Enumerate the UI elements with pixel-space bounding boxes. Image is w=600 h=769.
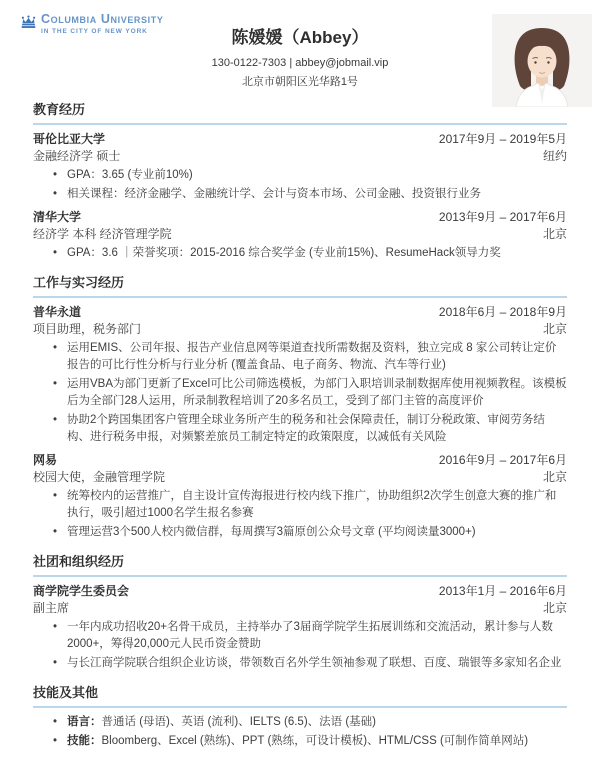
- section-title: 社团和组织经历: [33, 554, 567, 577]
- role-title: 经济学 本科 经济管理学院: [33, 227, 172, 241]
- location: 北京: [542, 601, 567, 615]
- date-range: 2017年9月 – 2019年5月: [438, 132, 567, 146]
- crown-icon: [20, 14, 37, 29]
- bullet-text: 统筹校内的运营推广，自主设计宣传海报进行校内线下推广，协助组织2次学生创意大赛的推广和执行，吸引超过1000名学生报名参赛: [67, 490, 557, 519]
- entry-subheader-row: [33, 321, 567, 338]
- bullet-label: 技能：: [67, 735, 102, 747]
- role-title: 副主席: [33, 601, 70, 615]
- location: 纽约: [542, 149, 567, 163]
- date-range: 2013年1月 – 2016年6月: [438, 584, 567, 598]
- bullet-list: [33, 488, 567, 541]
- columbia-logo: [20, 13, 163, 35]
- entry-header-row: [33, 452, 567, 469]
- bullet-item: [53, 714, 567, 731]
- bullet-item: [53, 376, 567, 410]
- bullet-item: [53, 619, 567, 653]
- section-title: 教育经历: [33, 102, 567, 125]
- resume-entry: [33, 304, 567, 446]
- resume-entry: [33, 583, 567, 672]
- bullet-item: [53, 245, 567, 262]
- date-range: 2013年9月 – 2017年6月: [438, 210, 567, 224]
- bullet-item: [53, 412, 567, 446]
- resume-sections: [33, 102, 567, 750]
- bullet-list: [33, 245, 567, 262]
- organization-name: 哥伦比亚大学: [33, 132, 106, 146]
- entry-subheader-row: [33, 600, 567, 617]
- entry-header-row: [33, 304, 567, 321]
- bullet-text: 与长江商学院联合组织企业访谈，带领数百名外学生领袖参观了联想、百度、瑞银等多家知名企业: [67, 657, 562, 669]
- contact-line: 130-0122-7303 | abbey@jobmail.vip: [211, 57, 389, 69]
- logo-city-line: IN THE CITY OF NEW YORK: [41, 28, 148, 35]
- bullet-item: [53, 524, 567, 541]
- bullet-text: 普通话 (母语)、英语 (流利)、IELTS (6.5)、法语 (基础): [101, 716, 377, 728]
- role-title: 项目助理，税务部门: [33, 322, 142, 336]
- bullet-text: GPA：3.65 (专业前10%): [67, 169, 193, 181]
- location: 北京: [542, 470, 567, 484]
- resume-entry: [33, 714, 567, 750]
- bullet-list: [33, 619, 567, 672]
- location: 北京: [542, 227, 567, 241]
- section-title: 工作与实习经历: [33, 275, 567, 298]
- date-range: 2018年6月 – 2018年9月: [438, 305, 567, 319]
- bullet-item: [53, 167, 567, 184]
- bullet-text: 相关课程：经济金融学、金融统计学、会计与资本市场、公司金融、投资银行业务: [67, 188, 481, 200]
- bullet-text: 一年内成功招收20+名骨干成员，主持举办了3届商学院学生拓展训练和交流活动，累计参与人数2000+，筹得20,000元人民币资金赞助: [67, 621, 553, 650]
- entry-header-row: [33, 131, 567, 148]
- bullet-item: [53, 340, 567, 374]
- role-title: 校园大使，金融管理学院: [33, 470, 166, 484]
- bullet-text: 协助2个跨国集团客户管理全球业务所产生的税务和社会保障责任，制订分税政策、审阅劳务结构、进行税务申报，对频繁差旅员工制定特定的政策限度，以减低有关风险: [67, 414, 545, 443]
- resume-entry: [33, 452, 567, 541]
- bullet-text: GPA：3.6 ｜荣誉奖项：2015-2016 综合奖学金 (专业前15%)、ResumeHack领导力奖: [67, 247, 501, 259]
- logo-text: [41, 13, 163, 35]
- bullet-item: [53, 186, 567, 203]
- resume-entry: [33, 131, 567, 203]
- bullet-item: [53, 655, 567, 672]
- bullet-list: [33, 714, 567, 750]
- role-title: 金融经济学 硕士: [33, 149, 121, 163]
- bullet-item: [53, 488, 567, 522]
- organization-name: 清华大学: [33, 210, 82, 224]
- resume-section: [33, 275, 567, 541]
- organization-name: 网易: [33, 453, 58, 467]
- entry-header-row: [33, 583, 567, 600]
- entry-subheader-row: [33, 469, 567, 486]
- bullet-text: Bloomberg、Excel (熟练)、PPT (熟练，可设计模板)、HTML/CSS (可制作简单网站): [101, 735, 529, 747]
- bullet-list: [33, 167, 567, 203]
- bullet-item: [53, 733, 567, 750]
- entry-subheader-row: [33, 226, 567, 243]
- resume-entry: [33, 209, 567, 262]
- location: 北京: [542, 322, 567, 336]
- entry-header-row: [33, 209, 567, 226]
- date-range: 2016年9月 – 2017年6月: [438, 453, 567, 467]
- address-line: 北京市朝阳区光华路1号: [241, 76, 359, 88]
- bullet-list: [33, 340, 567, 446]
- logo-university-name: Columbia University: [41, 12, 164, 26]
- bullet-text: 运用VBA为部门更新了Excel可比公司筛选模板，为部门入职培训录制数据库使用视频教程。该模板后为全部门28人运用，所录制教程培训了20多名员工，受到了部门主管的高度评价: [67, 378, 567, 407]
- section-title: 技能及其他: [33, 685, 567, 708]
- resume-section: [33, 554, 567, 672]
- resume-section: [33, 685, 567, 750]
- organization-name: 普华永道: [33, 305, 82, 319]
- candidate-name: 陈媛媛（Abbey）: [231, 28, 369, 47]
- organization-name: 商学院学生委员会: [33, 584, 130, 598]
- bullet-label: 语言：: [67, 716, 102, 728]
- bullet-text: 运用EMIS、公司年报、报告产业信息网等渠道查找所需数据及资料，独立完成 8 家公司转让定价报告的可比行性分析与行业分析 (覆盖食品、电子商务、物流、汽车等行业): [67, 342, 557, 371]
- bullet-text: 管理运营3个500人校内微信群，每周撰写3篇原创公众号文章 (平均阅读量3000+): [67, 526, 476, 538]
- profile-photo: [492, 14, 592, 107]
- resume-header: [33, 12, 567, 89]
- portrait-illustration: [492, 14, 592, 107]
- resume-section: [33, 102, 567, 262]
- entry-subheader-row: [33, 148, 567, 165]
